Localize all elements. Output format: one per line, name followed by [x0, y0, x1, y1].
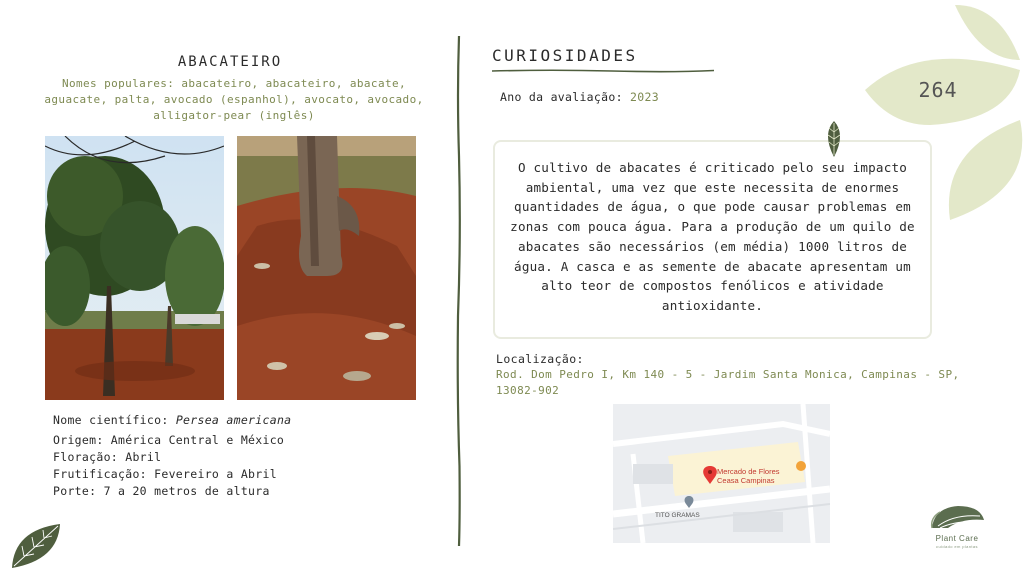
evaluation-year: [500, 90, 659, 104]
flowering: Floração: Abril: [53, 450, 162, 464]
map-place-label: Mercado de Flores Ceasa Campinas: [717, 467, 780, 485]
popular-names: Nomes populares: abacateiro, abacateiro, abacate, aguacate, palta, avocado (espanhol), avocato, avocado, alligator-pear (inglês): [44, 77, 424, 122]
leaf-icon: [822, 120, 846, 158]
title-underline: [492, 68, 714, 74]
page-number: 264: [918, 78, 958, 102]
location-address[interactable]: Rod. Dom Pedro I, Km 140 - 5 - Jardim Santa Monica, Campinas - SP, 13082-902: [496, 368, 960, 397]
evaluation-year-value: 2023: [630, 90, 659, 104]
fruiting: Frutificação: Fevereiro a Abril: [53, 467, 277, 481]
vertical-divider: [455, 36, 463, 546]
origin: Origem: América Central e México: [53, 433, 285, 447]
curiosity-text: O cultivo de abacates é criticado pelo seu impacto ambiental, uma vez que este necessita de enormes quantidades de água, o que pode causar problemas em zonas com pouca água. Para a produção de um quilo de abacates são necessários (em média) 1000 litros de água. A casca e as semente de abacate apresentam um alto teor de compostos fenólicos e atividade antioxidante.: [510, 160, 915, 313]
logo-name: Plant Care: [935, 534, 979, 543]
location-label: Localização:: [496, 352, 584, 366]
scientific-name-label: Nome científico:: [53, 413, 176, 427]
plant-details: [53, 412, 433, 500]
tree-photo: [45, 136, 224, 400]
evaluation-year-label: Ano da avaliação:: [500, 90, 631, 104]
section-title: CURIOSIDADES: [492, 46, 638, 65]
decorative-leaf-icon: [8, 520, 64, 572]
plant-title: ABACATEIRO: [177, 54, 283, 70]
scientific-name-row: [53, 412, 433, 429]
plant-care-logo: [918, 500, 998, 560]
scientific-name: Persea americana: [175, 413, 292, 427]
logo-tagline: cuidado em plantas: [936, 544, 978, 549]
size: Porte: 7 a 20 metros de altura: [53, 484, 270, 498]
map-street-label: TITO GRAMAS: [655, 512, 700, 519]
trunk-photo: [237, 136, 416, 400]
